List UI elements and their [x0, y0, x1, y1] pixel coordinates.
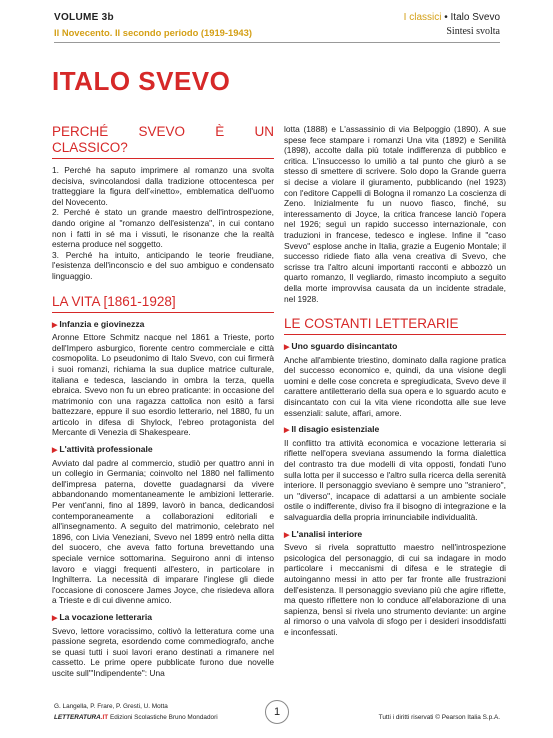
- publisher-credit: [54, 714, 218, 721]
- page-footer: [0, 700, 553, 738]
- series-label: [404, 12, 500, 23]
- subsection-text: Svevo si rivela soprattutto maestro nell'introspezione psicologica del personaggio, di cui sa indagare in modo particolare i meccanismi di difesa e le strategie di autoinganno messi in atto per far fronte alle frustrazioni dell'esistenza. Il personaggio sveviano più che agire riflette, ma questo riflettere non lo conduce all'elaborazione di una sapienza, bensì si rivela uno strumento deviante: un argine al rimorso o una valvola di sfogo per i desideri insoddisfatti e inconfessati.: [284, 542, 506, 637]
- series-name: I classici: [403, 12, 442, 23]
- reason-paragraph: 2. Perché è stato un grande maestro dell'introspezione, dando origine al "romanzo dell'esistenza", in cui contano non i fatti in sé ma i vissuti, le risonanze che la realtà esterna produce nel soggetto.: [52, 207, 274, 250]
- page-title: ITALO SVEVO: [52, 66, 231, 96]
- subsection-title: ▶ La vocazione letteraria: [52, 611, 153, 622]
- page-number: 1: [265, 700, 289, 724]
- subtitle-label: Sintesi svolta: [446, 26, 500, 37]
- volume-label: VOLUME 3b: [54, 12, 114, 23]
- section-title-life: LA VITA [1861-1928]: [52, 294, 274, 313]
- subsection-title: ▶ L'analisi interiore: [284, 528, 363, 539]
- reason-paragraph: 3. Perché ha intuito, anticipando le teorie freudiane, l'esistenza dell'inconscio e del suo ambiguo e condensato linguaggio.: [52, 249, 274, 281]
- authors-credit: G. Langella, P. Frare, P. Gresti, U. Motta: [54, 703, 168, 710]
- subsection-title: ▶ Infanzia e giovinezza: [52, 318, 145, 329]
- triangle-bullet-icon: ▶: [52, 614, 58, 622]
- right-column: [284, 124, 506, 638]
- series-author: • Italo Svevo: [441, 12, 500, 23]
- subsection-title: ▶ Uno sguardo disincantato: [284, 341, 398, 352]
- triangle-bullet-icon: ▶: [284, 344, 290, 352]
- section-title-constants: LE COSTANTI LETTERARIE: [284, 316, 506, 335]
- header-divider: [54, 42, 500, 43]
- subsection-text: Avviato dal padre al commercio, studiò per quattro anni in un collegio in Germania; coinvolto nel 1880 nel fallimento dell'impresa paterna, dovette guadagnarsi da vivere abbandonando momentaneamente le ambizioni letterarie. Per vent'anni, fino al 1899, lavorò in banca, dedicandosi contemporaneamente a collaborazioni editoriali e all'insegnamento. A seguito del matrimonio, celebrato nel 1896, con Livia Veneziani, Svevo nel 1899 entrò nella ditta del suocero, che aveva fatto fortuna brevettando una speciale vernice sottomarina. Seguirono anni di intenso lavoro e viaggi frequenti all'estero, in particolare in Inghilterra. La necessità di imparare l'inglese gli diede l'occasione di conoscere James Joyce, che risiedeva allora a Trieste e di cui divenne amico.: [52, 457, 274, 606]
- page-header: [0, 0, 553, 44]
- triangle-bullet-icon: ▶: [52, 447, 58, 455]
- left-column: [52, 124, 274, 679]
- continued-text: lotta (1888) e L'assassinio di via Belpoggio (1890). A sue spese fece stampare i romanzi Una vita (1892) e Senilità (1898), accolte dalla più totale indifferenza di pubblico e critica. L'insuccesso lo umiliò a tal punto che giurò a se stesso di smettere di scrivere. Solo dopo la Grande guerra si decise a violare il giuramento, pubblicando (nel 1923) con l'editore Cappelli di Bologna il romanzo La coscienza di Zeno. Inizialmente fu un nuovo fiasco, finché, su interessamento di Joyce, la critica francese lanciò l'opera nel 1926; seguì un rapido successo internazionale, con traduzioni in francese, tedesco e inglese. Infine il "caso Svevo" esplose anche in Italia, grazie a Eugenio Montale; il successo ridiede fiato alla vena creativa di Svevo, che scrisse tra l'altro alcuni importanti racconti e abbozzò un quarto romanzo, Il vegliardo, rimasto incompiuto a seguito della morte improvvisa causata da un incidente stradale, nel 1928.: [284, 124, 506, 304]
- rights-notice: Tutti i diritti riservati © Pearson Italia S.p.A.: [378, 714, 500, 721]
- subsection-text: Il conflitto tra attività economica e vocazione letteraria si riflette nell'opera sveviana assumendo la forma dialettica del contrasto tra due modelli di vita opposti, fondati l'uno sulla lotta per il successo e l'altro sulla ricerca della serenità interiore. Il personaggio sveviano è sempre uno "straniero", un "diverso", incapace di adattarsi a un ambiente sociale ostile o indifferente, diviso fra il bisogno di integrazione e la salvaguardia della propria irrinunciabile individualità.: [284, 437, 506, 522]
- subsection-title: ▶ L'attività professionale: [52, 444, 153, 455]
- publisher-it: .IT: [100, 714, 109, 721]
- section-title-classic: PERCHÉ SVEVO È UN CLASSICO?: [52, 124, 274, 159]
- subsection-text: Anche all'ambiente triestino, dominato dalla ragione pratica del successo economico e, quindi, da una visione degli uomini e delle cose concreta e spregiudicata, Svevo deve il carattere antiletterario della sua opera e lo sguardo acuto e disincantato con cui la vita viene ricondotta alle sue leve essenziali: salute, affari, amore.: [284, 354, 506, 418]
- subsection-title: ▶ Il disagio esistenziale: [284, 424, 380, 435]
- period-label: Il Novecento. Il secondo periodo (1919-1943): [54, 27, 252, 38]
- publisher-brand: LETTERATURA: [54, 714, 101, 721]
- triangle-bullet-icon: ▶: [284, 427, 290, 435]
- triangle-bullet-icon: ▶: [284, 531, 290, 539]
- publisher-name: Edizioni Scolastiche Bruno Mondadori: [108, 714, 218, 721]
- reason-paragraph: 1. Perché ha saputo imprimere al romanzo una svolta decisiva, svincolandosi dalla tradizione ottocentesca per tratteggiare la figura dell'«inetto», emblematica dell'uomo del Novecento.: [52, 165, 274, 207]
- subsection-text: Svevo, lettore voracissimo, coltivò la letteratura come una passione segreta, esordendo come commediografo, anche se quasi tutti i suoi lavori erano destinati a rimanere nel cassetto. Le prime opere pubblicate furono due novelle uscite sull'"Indipendente": Una: [52, 625, 274, 678]
- triangle-bullet-icon: ▶: [52, 321, 58, 329]
- subsection-text: Aronne Ettore Schmitz nacque nel 1861 a Trieste, porto dell'Impero asburgico, fiorente centro commerciale e città cosmopolita. Lo pseudonimo di Italo Svevo, con cui firmerà i suoi romanzi, richiama la sua duplice matrice culturale, italiana e tedesca, lasciando in ombra la terza, quella ebraica. Svevo non fu un ebreo praticante: in occasione del matrimonio con una ragazza cattolica non esitò a farsi battezzare, eppure il suo esordio letterario, nel 1880, fu un articolo in difesa di Shylock, l'ebreo protagonista del Mercante di Venezia di Shakespeare.: [52, 332, 274, 438]
